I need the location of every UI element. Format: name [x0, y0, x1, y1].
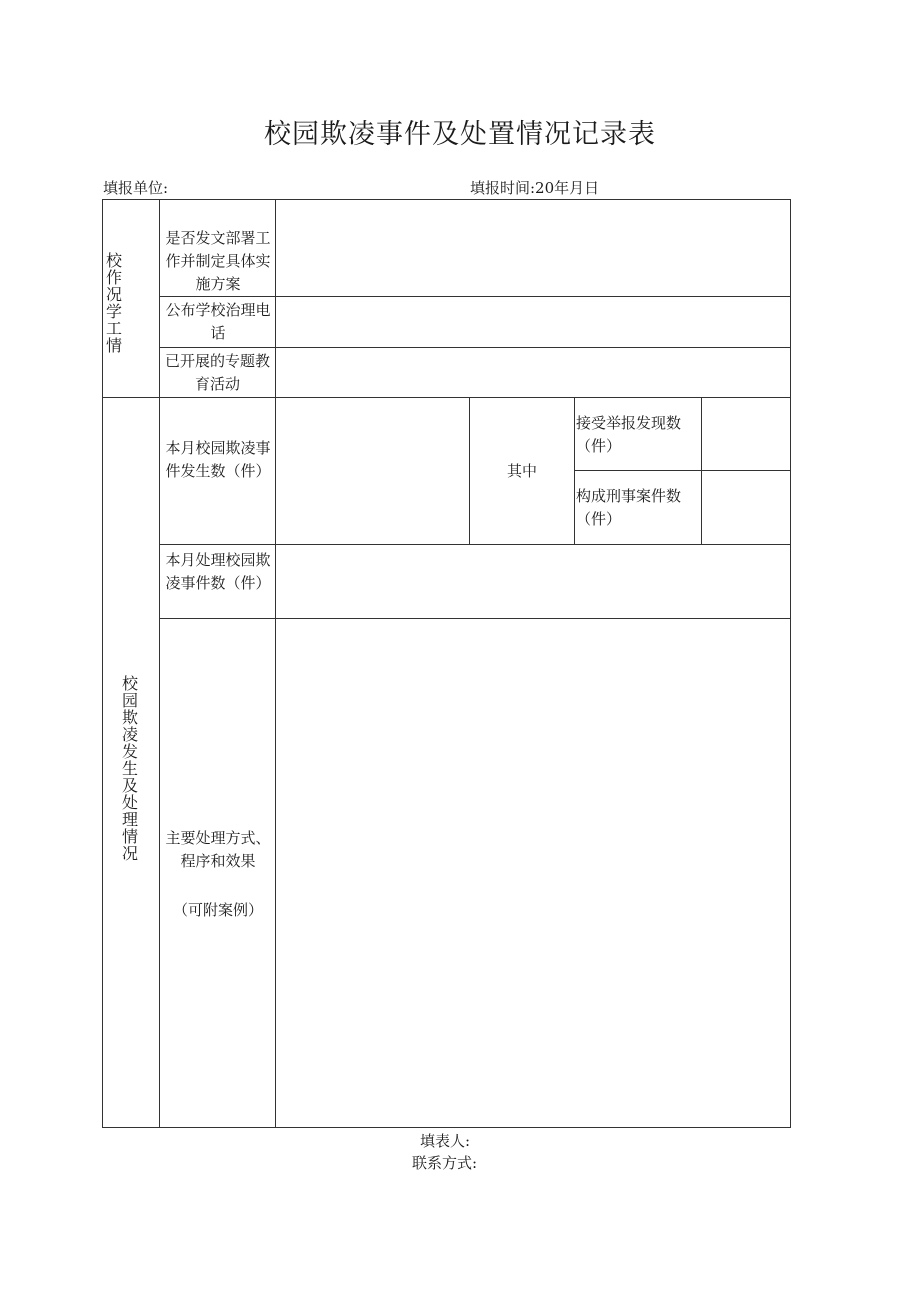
monthly-handled-field[interactable] [276, 545, 790, 618]
monthly-incidents-field[interactable] [276, 398, 469, 544]
handling-method-field[interactable] [276, 619, 790, 1127]
attach-cases-note: （可附案例） [172, 901, 263, 919]
filler-label: 填表人: [420, 1132, 471, 1150]
reported-count-field[interactable] [702, 398, 790, 470]
among-label: 其中 [506, 462, 537, 480]
contact-label: 联系方式: [412, 1154, 478, 1172]
reported-count-label: 接受举报发现数（件） [576, 414, 682, 455]
monthly-handled-label: 本月处理校园欺凌事件数（件） [165, 551, 271, 592]
deployment-plan-field[interactable] [276, 200, 790, 296]
row-label-deployment-plan: 是否发文部署工作并制定具体实施方案 [165, 229, 271, 293]
criminal-count-field[interactable] [702, 471, 790, 544]
time-label: 填报时间:20年月日 [470, 179, 600, 197]
education-activities-field[interactable] [276, 348, 790, 397]
handling-method-label: 主要处理方式、程序和效果 [165, 829, 271, 870]
governance-phone-field[interactable] [276, 297, 790, 347]
row-label-governance-phone: 公布学校治理电话 [165, 301, 271, 342]
monthly-incidents-label: 本月校园欺凌事件发生数（件） [165, 439, 271, 480]
unit-label: 填报单位: [103, 179, 169, 197]
criminal-count-label: 构成刑事案件数（件） [576, 487, 682, 528]
record-table [102, 199, 791, 1128]
row-label-education-activities: 已开展的专题教育活动 [164, 352, 270, 393]
form-title: 校园欺凌事件及处置情况记录表 [264, 119, 656, 150]
section2-vertical-label: 校园欺凌发生及处理情况 [121, 674, 138, 863]
section1-vertical-label: 校作况学工情 [105, 251, 122, 355]
